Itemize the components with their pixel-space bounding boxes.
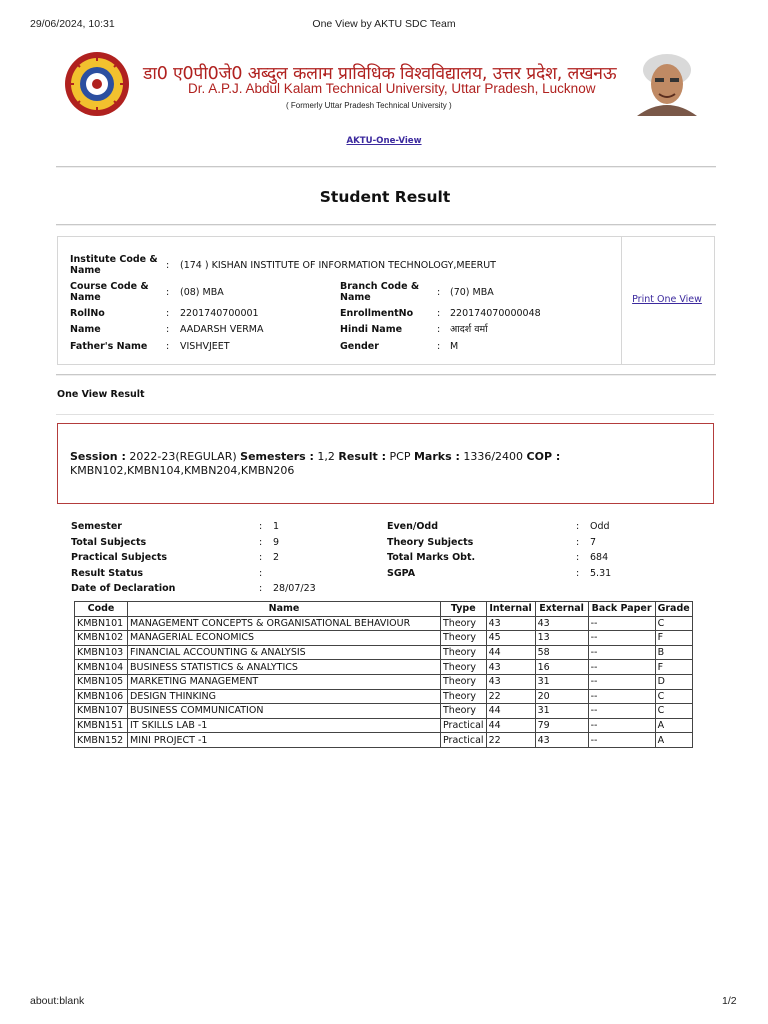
cell-external: 13	[535, 631, 588, 646]
cell-grade: A	[655, 718, 692, 733]
colon: :	[259, 537, 263, 548]
practical-subjects-label: Practical Subjects	[71, 552, 168, 563]
enrollment-value: 220174070000048	[450, 308, 541, 319]
cell-code: KMBN101	[75, 616, 128, 631]
marks-value: 1336/2400	[463, 450, 524, 463]
course-value: (08) MBA	[180, 287, 224, 298]
declaration-value: 28/07/23	[273, 583, 316, 594]
colon: :	[259, 568, 263, 579]
print-doc-title: One View by AKTU SDC Team	[312, 18, 456, 30]
cell-back-paper: --	[588, 718, 655, 733]
cell-name: MANAGEMENT CONCEPTS & ORGANISATIONAL BEHAVIOUR	[128, 616, 441, 631]
colon: :	[259, 552, 263, 563]
cell-back-paper: --	[588, 689, 655, 704]
cell-back-paper: --	[588, 674, 655, 689]
aktu-one-view-link[interactable]: AKTU-One-View	[346, 136, 422, 146]
colon: :	[437, 324, 441, 335]
gender-label: Gender	[340, 341, 379, 352]
cell-back-paper: --	[588, 645, 655, 660]
sgpa-value: 5.31	[590, 568, 612, 579]
colon: :	[576, 537, 580, 548]
semesters-label: Semesters :	[240, 450, 314, 463]
cell-name: MARKETING MANAGEMENT	[128, 674, 441, 689]
session-value: 2022-23(REGULAR)	[129, 450, 237, 463]
cell-external: 43	[535, 616, 588, 631]
cell-name: BUSINESS COMMUNICATION	[128, 704, 441, 719]
cell-type: Practical	[441, 733, 487, 748]
rollno-label: RollNo	[70, 308, 105, 319]
print-one-view-link[interactable]: Print One View	[632, 294, 702, 305]
col-header-back-paper: Back Paper	[588, 602, 655, 617]
cell-internal: 22	[486, 689, 535, 704]
cell-name: IT SKILLS LAB -1	[128, 718, 441, 733]
cell-internal: 45	[486, 631, 535, 646]
print-page-number: 1/2	[722, 995, 737, 1007]
session-summary	[70, 450, 670, 478]
branch-value: (70) MBA	[450, 287, 494, 298]
table-row	[75, 689, 693, 704]
cell-code: KMBN106	[75, 689, 128, 704]
cell-grade: F	[655, 631, 692, 646]
print-url: about:blank	[30, 995, 85, 1007]
cell-grade: B	[655, 645, 692, 660]
colon: :	[166, 287, 170, 298]
evenodd-label: Even/Odd	[387, 521, 439, 532]
rollno-value: 2201740700001	[180, 308, 259, 319]
col-header-name: Name	[128, 602, 441, 617]
gender-value: M	[450, 341, 459, 352]
result-status-label: Result Status	[71, 568, 144, 579]
colon: :	[576, 521, 580, 532]
col-header-internal: Internal	[486, 602, 535, 617]
cell-name: BUSINESS STATISTICS & ANALYTICS	[128, 660, 441, 675]
theory-subjects-value: 7	[590, 537, 597, 548]
cell-code: KMBN103	[75, 645, 128, 660]
cell-external: 16	[535, 660, 588, 675]
cell-type: Practical	[441, 718, 487, 733]
cell-grade: D	[655, 674, 692, 689]
colon: :	[166, 260, 170, 271]
cell-grade: C	[655, 616, 692, 631]
table-row	[75, 718, 693, 733]
cell-external: 31	[535, 674, 588, 689]
name-value: AADARSH VERMA	[180, 324, 264, 335]
cell-type: Theory	[441, 616, 487, 631]
session-label: Session :	[70, 450, 126, 463]
cell-grade: C	[655, 689, 692, 704]
section-title: One View Result	[57, 389, 145, 400]
total-subjects-label: Total Subjects	[71, 537, 147, 548]
cell-type: Theory	[441, 660, 487, 675]
colon: :	[437, 287, 441, 298]
cell-back-paper: --	[588, 616, 655, 631]
cell-type: Theory	[441, 645, 487, 660]
cell-type: Theory	[441, 631, 487, 646]
cell-type: Theory	[441, 689, 487, 704]
divider	[56, 166, 716, 168]
colon: :	[259, 521, 263, 532]
total-marks-value: 684	[590, 552, 609, 563]
cell-code: KMBN104	[75, 660, 128, 675]
colon: :	[437, 341, 441, 352]
university-name-english: Dr. A.P.J. Abdul Kalam Technical University, Uttar Pradesh, Lucknow	[188, 81, 596, 96]
cell-internal: 44	[486, 704, 535, 719]
cell-back-paper: --	[588, 704, 655, 719]
cell-internal: 22	[486, 733, 535, 748]
cell-code: KMBN105	[75, 674, 128, 689]
cell-name: DESIGN THINKING	[128, 689, 441, 704]
branch-label: Branch Code & Name	[340, 281, 420, 303]
cell-name: FINANCIAL ACCOUNTING & ANALYSIS	[128, 645, 441, 660]
cell-internal: 43	[486, 616, 535, 631]
cop-label: COP :	[526, 450, 561, 463]
cell-code: KMBN107	[75, 704, 128, 719]
institute-label: Institute Code & Name	[70, 254, 158, 276]
portrait-image	[629, 50, 703, 116]
colon: :	[576, 552, 580, 563]
university-logo	[64, 51, 130, 117]
evenodd-value: Odd	[590, 521, 610, 532]
cell-code: KMBN102	[75, 631, 128, 646]
col-header-code: Code	[75, 602, 128, 617]
table-row	[75, 674, 693, 689]
colon: :	[437, 308, 441, 319]
practical-subjects-value: 2	[273, 552, 280, 563]
course-label: Course Code & Name	[70, 281, 149, 303]
hindi-name-label: Hindi Name	[340, 324, 403, 335]
university-name-hindi: डा0 ए0पी0जे0 अब्दुल कलाम प्राविधिक विश्वविद्यालय, उत्तर प्रदेश, लखनऊ	[143, 64, 617, 84]
cell-grade: F	[655, 660, 692, 675]
table-row	[75, 645, 693, 660]
colon: :	[166, 341, 170, 352]
name-label: Name	[70, 324, 101, 335]
colon: :	[259, 583, 263, 594]
enrollment-label: EnrollmentNo	[340, 308, 414, 319]
father-name-value: VISHVJEET	[180, 341, 230, 352]
col-header-external: External	[535, 602, 588, 617]
divider	[56, 224, 716, 226]
cell-internal: 43	[486, 674, 535, 689]
semester-label: Semester	[71, 521, 122, 532]
colon: :	[166, 324, 170, 335]
print-datetime: 29/06/2024, 10:31	[30, 18, 115, 30]
cell-internal: 44	[486, 645, 535, 660]
sgpa-label: SGPA	[387, 568, 416, 579]
cell-grade: A	[655, 733, 692, 748]
cell-internal: 43	[486, 660, 535, 675]
father-name-label: Father's Name	[70, 341, 148, 352]
cell-name: MINI PROJECT -1	[128, 733, 441, 748]
total-marks-label: Total Marks Obt.	[387, 552, 476, 563]
result-value: PCP	[389, 450, 411, 463]
col-header-grade: Grade	[655, 602, 692, 617]
semester-value: 1	[273, 521, 280, 532]
table-row	[75, 616, 693, 631]
declaration-label: Date of Declaration	[71, 583, 176, 594]
cell-type: Theory	[441, 704, 487, 719]
colon: :	[166, 308, 170, 319]
divider	[56, 374, 716, 376]
cell-external: 20	[535, 689, 588, 704]
colon: :	[576, 568, 580, 579]
marks-label: Marks :	[413, 450, 460, 463]
cell-type: Theory	[441, 674, 487, 689]
page-title: Student Result	[319, 188, 451, 206]
table-row	[75, 660, 693, 675]
cell-back-paper: --	[588, 631, 655, 646]
cell-external: 79	[535, 718, 588, 733]
hindi-name-value: आदर्श वर्मा	[450, 324, 488, 335]
cell-external: 43	[535, 733, 588, 748]
cell-grade: C	[655, 704, 692, 719]
cell-external: 58	[535, 645, 588, 660]
cop-value: KMBN102,KMBN104,KMBN204,KMBN206	[70, 464, 295, 477]
table-header-row	[75, 602, 693, 617]
cell-external: 31	[535, 704, 588, 719]
cell-back-paper: --	[588, 733, 655, 748]
results-table	[74, 601, 693, 748]
table-row	[75, 733, 693, 748]
cell-code: KMBN152	[75, 733, 128, 748]
cell-code: KMBN151	[75, 718, 128, 733]
result-label: Result :	[338, 450, 386, 463]
cell-back-paper: --	[588, 660, 655, 675]
semesters-value: 1,2	[317, 450, 335, 463]
divider	[56, 414, 714, 415]
cell-internal: 44	[486, 718, 535, 733]
table-row	[75, 704, 693, 719]
col-header-type: Type	[441, 602, 487, 617]
university-formerly: ( Formerly Uttar Pradesh Technical University )	[286, 101, 452, 110]
cell-name: MANAGERIAL ECONOMICS	[128, 631, 441, 646]
institute-value: (174 ) KISHAN INSTITUTE OF INFORMATION TECHNOLOGY,MEERUT	[180, 260, 496, 271]
table-row	[75, 631, 693, 646]
total-subjects-value: 9	[273, 537, 280, 548]
theory-subjects-label: Theory Subjects	[387, 537, 474, 548]
